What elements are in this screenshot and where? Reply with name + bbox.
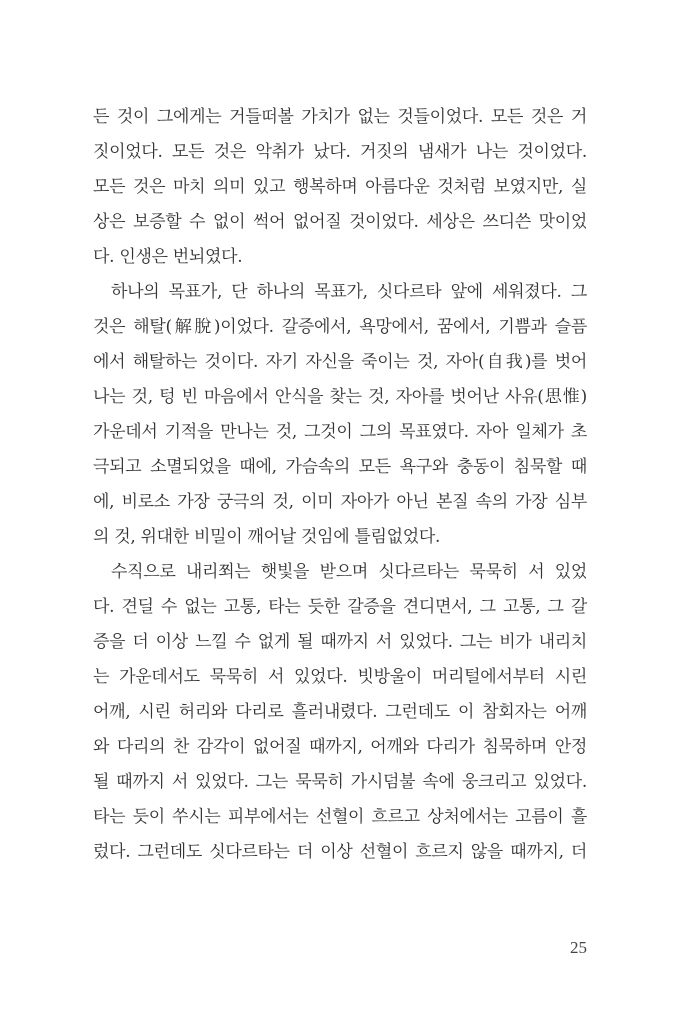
text-line: 와 다리의 찬 감각이 없어질 때까지, 어깨와 다리가 침묵하며 안정 xyxy=(93,737,587,757)
text-line: 나는 것, 텅 빈 마음에서 안식을 찾는 것, 자아를 벗어난 사유(思惟) xyxy=(93,387,587,407)
text-line: 상은 보증할 수 없이 썩어 없어질 것이었다. 세상은 쓰디쓴 맛이었 xyxy=(93,212,587,232)
paragraph-2 xyxy=(93,275,587,555)
text-line: 의 것, 위대한 비밀이 깨어날 것임에 틀림없었다. xyxy=(93,527,441,547)
text-line: 다. 견딜 수 없는 고통, 타는 듯한 갈증을 견디면서, 그 고통, 그 갈 xyxy=(93,597,587,617)
text-line: 에, 비로소 가장 궁극의 것, 이미 자아가 아닌 본질 속의 가장 심부 xyxy=(93,492,587,512)
text-line: 증을 더 이상 느낄 수 없게 될 때까지 서 있었다. 그는 비가 내리치 xyxy=(93,632,587,652)
text-line: 다. 인생은 번뇌였다. xyxy=(93,247,243,267)
text-line: 극되고 소멸되었을 때에, 가슴속의 모든 욕구와 충동이 침묵할 때 xyxy=(93,457,587,477)
text-line: 어깨, 시린 허리와 다리로 흘러내렸다. 그런데도 이 참회자는 어깨 xyxy=(93,702,587,722)
text-line: 렀다. 그런데도 싯다르타는 더 이상 선혈이 흐르지 않을 때까지, 더 xyxy=(93,842,587,862)
text-line: 는 가운데서도 묵묵히 서 있었다. 빗방울이 머리털에서부터 시린 xyxy=(93,667,587,687)
text-line: 짓이었다. 모든 것은 악취가 났다. 거짓의 냄새가 나는 것이었다. xyxy=(93,142,587,162)
body-text xyxy=(93,100,587,870)
text-line: 모든 것은 마치 의미 있고 행복하며 아름다운 것처럼 보였지만, 실 xyxy=(93,177,587,197)
text-line: 든 것이 그에게는 거들떠볼 가치가 없는 것들이었다. 모든 것은 거 xyxy=(93,107,587,127)
paragraph-3 xyxy=(93,555,587,870)
text-line: 가운데서 기적을 만나는 것, 그것이 그의 목표였다. 자아 일체가 초 xyxy=(93,422,587,442)
text-line: 타는 듯이 쑤시는 피부에서는 선혈이 흐르고 상처에서는 고름이 흘 xyxy=(93,807,587,827)
text-line: 하나의 목표가, 단 하나의 목표가, 싯다르타 앞에 세워졌다. 그 xyxy=(111,282,587,302)
paragraph-1 xyxy=(93,100,587,275)
text-line: 에서 해탈하는 것이다. 자기 자신을 죽이는 것, 자아(自我)를 벗어 xyxy=(93,352,587,372)
text-line: 수직으로 내리쬐는 햇빛을 받으며 싯다르타는 묵묵히 서 있었 xyxy=(111,562,587,582)
page-number: 25 xyxy=(570,938,587,957)
text-line: 것은 해탈(解脫)이었다. 갈증에서, 욕망에서, 꿈에서, 기쁨과 슬픔 xyxy=(93,317,587,337)
text-line: 될 때까지 서 있었다. 그는 묵묵히 가시덤불 속에 웅크리고 있었다. xyxy=(93,772,587,792)
